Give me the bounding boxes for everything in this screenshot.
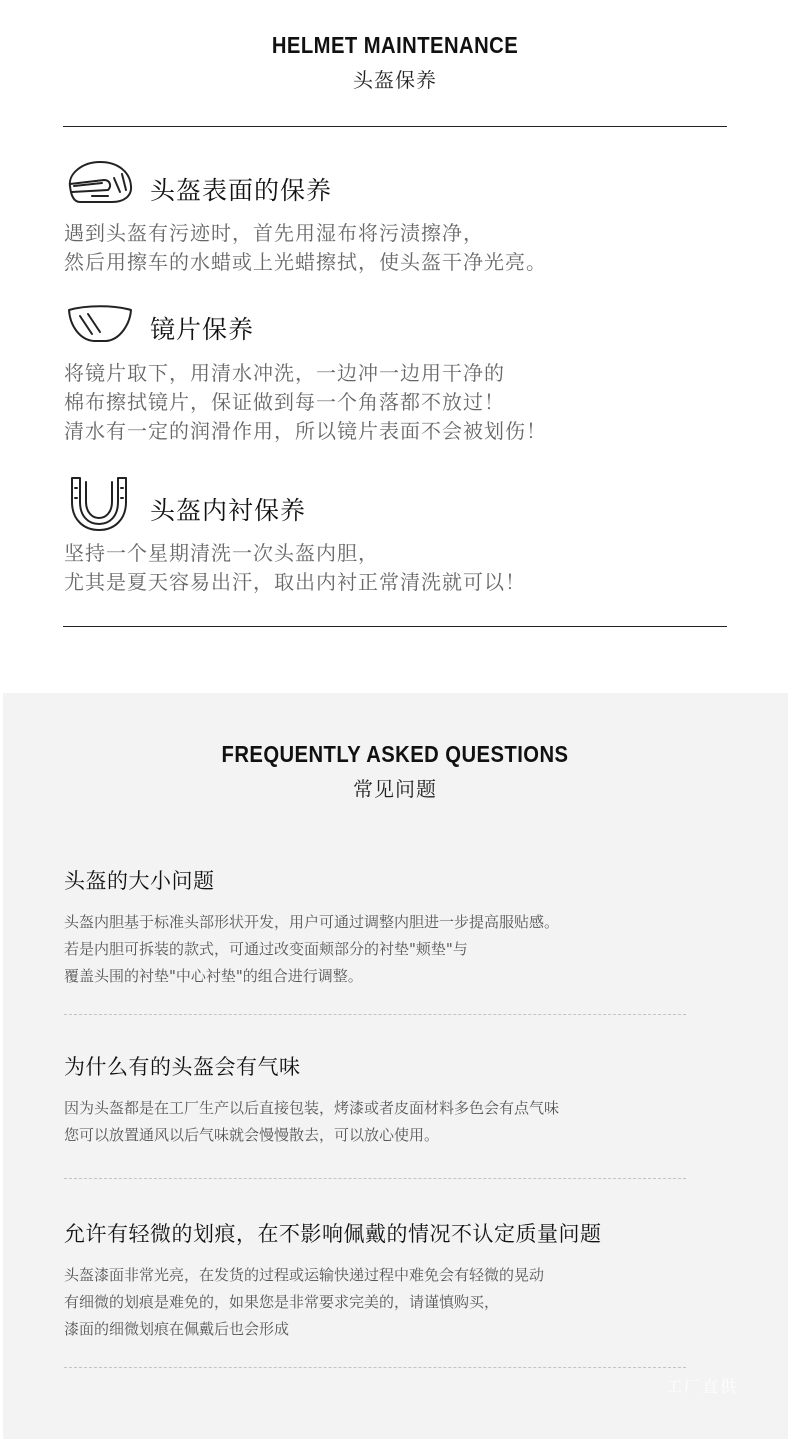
item-body-surface: 遇到头盔有污迹时，首先用湿布将污渍擦净， 然后用擦车的水蜡或上光蜡擦拭，使头盔干净光亮。 — [64, 221, 547, 274]
faq-divider — [64, 1367, 686, 1368]
item-heading-lens: 镜片保养 — [150, 315, 255, 344]
faq-subtitle: 常见问题 — [353, 777, 437, 801]
maintenance-title: HELMET MAINTENANCE — [271, 32, 519, 58]
faq-answer-size: 头盔内胆基于标准头部形状开发，用户可通过调整内胆进一步提高服贴感。 若是内胆可拆装的款式，可通过改变面颊部分的衬垫"颊垫"与 覆盖头围的衬垫"中心衬垫"的组合进行调整。 — [64, 913, 560, 985]
item-body-lens: 将镜片取下，用清水冲洗，一边冲一边用干净的 棉布擦拭镜片，保证做到每一个角落都不放过！ 清水有一定的润滑作用，所以镜片表面不会被划伤！ — [64, 361, 547, 443]
item-heading-surface: 头盔表面的保养 — [150, 176, 333, 205]
watermark: 工厂直供 — [666, 1377, 739, 1396]
item-body-liner: 坚持一个星期清洗一次头盔内胆， 尤其是夏天容易出汗，取出内衬正常清洗就可以！ — [64, 541, 526, 594]
maintenance-subtitle: 头盔保养 — [353, 68, 437, 92]
helmet-icon — [64, 156, 136, 210]
item-heading-liner: 头盔内衬保养 — [150, 496, 307, 525]
visor-lens-icon — [66, 304, 134, 348]
faq-question-odor: 为什么有的头盔会有气味 — [64, 1055, 301, 1079]
divider-top — [63, 126, 727, 127]
faq-divider — [64, 1178, 686, 1179]
helmet-liner-icon — [66, 474, 132, 536]
faq-answer-odor: 因为头盔都是在工厂生产以后直接包装，烤漆或者皮面材料多色会有点气味 您可以放置通风以后气味就会慢慢散去，可以放心使用。 — [64, 1099, 560, 1144]
faq-question-size: 头盔的大小问题 — [64, 869, 215, 893]
faq-divider — [64, 1014, 686, 1015]
divider-bottom — [63, 626, 727, 627]
faq-question-scratch: 允许有轻微的划痕，在不影响佩戴的情况不认定质量问题 — [64, 1222, 602, 1246]
faq-answer-scratch: 头盔漆面非常光亮，在发货的过程或运输快递过程中难免会有轻微的晃动 有细微的划痕是难免的，如果您是非常要求完美的，请谨慎购买， 漆面的细微划痕在佩戴后也会形成 — [64, 1266, 545, 1338]
faq-title: FREQUENTLY ASKED QUESTIONS — [221, 741, 569, 767]
